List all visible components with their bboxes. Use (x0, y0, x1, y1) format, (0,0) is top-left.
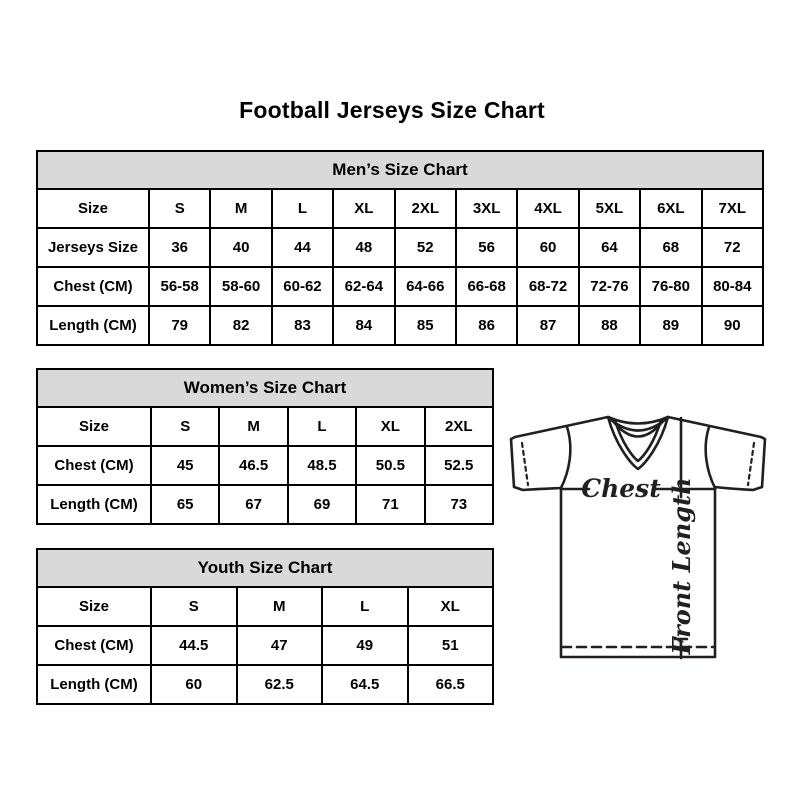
jersey-icon (503, 398, 775, 674)
row-label: Size (37, 407, 151, 446)
table-cell: 73 (425, 485, 493, 524)
right-armhole-seam (706, 427, 715, 488)
table-row (37, 587, 493, 626)
right-cuff-stitch (748, 443, 754, 485)
table-cell: 62.5 (237, 665, 323, 704)
table-cell: 48.5 (288, 446, 356, 485)
row-label: Size (37, 587, 151, 626)
table-cell: 47 (237, 626, 323, 665)
table-cell: 44 (272, 228, 333, 267)
table-row (37, 306, 763, 345)
table-cell: 83 (272, 306, 333, 345)
row-label: Jerseys Size (37, 228, 149, 267)
table-cell: 44.5 (151, 626, 237, 665)
left-armhole-seam (561, 427, 570, 488)
mens-chart-title: Men’s Size Chart (36, 150, 764, 190)
table-cell: M (219, 407, 287, 446)
table-row (37, 446, 493, 485)
table-cell: 72-76 (579, 267, 640, 306)
table-cell: 2XL (395, 189, 456, 228)
table-cell: M (210, 189, 271, 228)
table-cell: 40 (210, 228, 271, 267)
table-cell: 60 (517, 228, 578, 267)
youth-table (36, 586, 494, 705)
table-cell: 88 (579, 306, 640, 345)
table-cell: 36 (149, 228, 210, 267)
table-row (37, 228, 763, 267)
womens-size-chart (36, 368, 494, 525)
table-cell: 80-84 (702, 267, 763, 306)
table-row (37, 665, 493, 704)
table-cell: 50.5 (356, 446, 424, 485)
table-cell: S (151, 587, 237, 626)
table-cell: 76-80 (640, 267, 701, 306)
table-cell: 52.5 (425, 446, 493, 485)
table-cell: 7XL (702, 189, 763, 228)
table-cell: 45 (151, 446, 219, 485)
table-row (37, 267, 763, 306)
table-cell: 72 (702, 228, 763, 267)
table-cell: 4XL (517, 189, 578, 228)
table-cell: 49 (322, 626, 408, 665)
table-cell: 56-58 (149, 267, 210, 306)
table-cell: 64.5 (322, 665, 408, 704)
table-cell: 67 (219, 485, 287, 524)
womens-chart-title: Women’s Size Chart (36, 368, 494, 408)
table-cell: 65 (151, 485, 219, 524)
table-cell: 2XL (425, 407, 493, 446)
table-cell: 60-62 (272, 267, 333, 306)
row-label: Length (CM) (37, 306, 149, 345)
youth-chart-title: Youth Size Chart (36, 548, 494, 588)
front-length-label: Front Length (667, 477, 696, 655)
table-cell: 62-64 (333, 267, 394, 306)
table-cell: XL (408, 587, 494, 626)
table-cell: S (151, 407, 219, 446)
table-cell: 46.5 (219, 446, 287, 485)
table-cell: 3XL (456, 189, 517, 228)
row-label: Chest (CM) (37, 626, 151, 665)
table-cell: M (237, 587, 323, 626)
table-cell: 71 (356, 485, 424, 524)
jersey-outline (511, 417, 765, 657)
table-cell: L (288, 407, 356, 446)
table-cell: 64 (579, 228, 640, 267)
table-cell: XL (356, 407, 424, 446)
table-cell: 84 (333, 306, 394, 345)
table-row (37, 485, 493, 524)
table-cell: L (322, 587, 408, 626)
table-row (37, 626, 493, 665)
table-cell: 6XL (640, 189, 701, 228)
table-row (37, 189, 763, 228)
table-cell: 64-66 (395, 267, 456, 306)
row-label: Size (37, 189, 149, 228)
table-cell: 79 (149, 306, 210, 345)
row-label: Chest (CM) (37, 446, 151, 485)
page-title: Football Jerseys Size Chart (239, 97, 545, 123)
row-label: Length (CM) (37, 485, 151, 524)
table-cell: 86 (456, 306, 517, 345)
table-cell: 90 (702, 306, 763, 345)
table-cell: 82 (210, 306, 271, 345)
womens-table (36, 406, 494, 525)
table-cell: 68 (640, 228, 701, 267)
left-cuff-stitch (522, 443, 528, 485)
row-label: Length (CM) (37, 665, 151, 704)
table-row (37, 407, 493, 446)
table-cell: L (272, 189, 333, 228)
table-cell: XL (333, 189, 394, 228)
table-cell: S (149, 189, 210, 228)
table-cell: 66.5 (408, 665, 494, 704)
table-cell: 48 (333, 228, 394, 267)
table-cell: 51 (408, 626, 494, 665)
table-cell: 68-72 (517, 267, 578, 306)
table-cell: 56 (456, 228, 517, 267)
jersey-measurement-diagram (503, 398, 775, 674)
chest-label: Chest (581, 474, 661, 503)
table-cell: 58-60 (210, 267, 271, 306)
table-cell: 60 (151, 665, 237, 704)
table-cell: 52 (395, 228, 456, 267)
table-cell: 66-68 (456, 267, 517, 306)
table-cell: 89 (640, 306, 701, 345)
table-cell: 87 (517, 306, 578, 345)
mens-size-chart (36, 150, 764, 346)
mens-table (36, 188, 764, 346)
row-label: Chest (CM) (37, 267, 149, 306)
table-cell: 5XL (579, 189, 640, 228)
youth-size-chart (36, 548, 494, 705)
table-cell: 85 (395, 306, 456, 345)
table-cell: 69 (288, 485, 356, 524)
